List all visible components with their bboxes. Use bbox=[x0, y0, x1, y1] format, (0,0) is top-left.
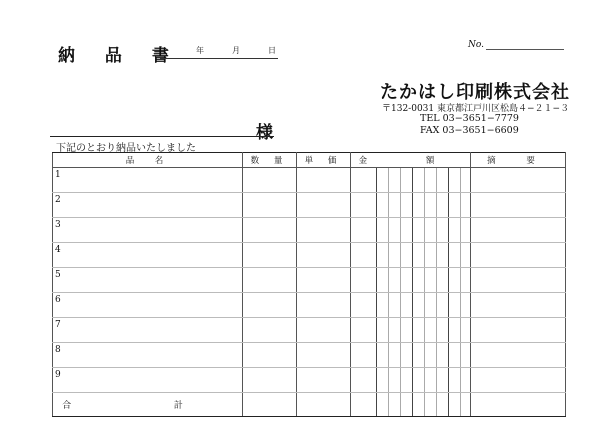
table-row bbox=[53, 218, 566, 243]
item-name-cell[interactable] bbox=[53, 293, 243, 318]
header-qty: 数 量 bbox=[243, 153, 297, 168]
row-number: 5 bbox=[55, 270, 61, 280]
year-label: 年 bbox=[196, 46, 204, 55]
total-amount-cell[interactable] bbox=[351, 393, 471, 417]
amount-cell[interactable] bbox=[351, 293, 471, 318]
table-row bbox=[53, 318, 566, 343]
header-amount: 金 額 bbox=[351, 153, 471, 168]
customer-line bbox=[50, 136, 274, 137]
item-name-cell[interactable] bbox=[53, 318, 243, 343]
table-row bbox=[53, 243, 566, 268]
total-row bbox=[53, 393, 566, 417]
qty-cell[interactable] bbox=[243, 168, 297, 193]
company-fax: FAX 03−3651−6609 bbox=[420, 125, 519, 136]
header-unit-price: 単 価 bbox=[297, 153, 351, 168]
unit-price-cell[interactable] bbox=[297, 168, 351, 193]
total-unit-cell[interactable] bbox=[297, 393, 351, 417]
row-number: 1 bbox=[55, 170, 61, 180]
items-table bbox=[52, 152, 565, 411]
item-name-cell[interactable] bbox=[53, 218, 243, 243]
amount-cell[interactable] bbox=[351, 218, 471, 243]
total-qty-cell[interactable] bbox=[243, 393, 297, 417]
header-note: 摘 要 bbox=[471, 153, 566, 168]
qty-cell[interactable] bbox=[243, 243, 297, 268]
number-line bbox=[486, 49, 564, 50]
note-cell[interactable] bbox=[471, 168, 566, 193]
note-cell[interactable] bbox=[471, 193, 566, 218]
amount-cell[interactable] bbox=[351, 168, 471, 193]
amount-cell[interactable] bbox=[351, 343, 471, 368]
number-label: No. bbox=[468, 40, 484, 50]
item-name-cell[interactable] bbox=[53, 168, 243, 193]
table-header-row bbox=[53, 153, 566, 168]
unit-price-cell[interactable] bbox=[297, 218, 351, 243]
row-number: 8 bbox=[55, 345, 61, 355]
unit-price-cell[interactable] bbox=[297, 343, 351, 368]
unit-price-cell[interactable] bbox=[297, 268, 351, 293]
row-number: 2 bbox=[55, 195, 61, 205]
row-number: 6 bbox=[55, 295, 61, 305]
qty-cell[interactable] bbox=[243, 343, 297, 368]
unit-price-cell[interactable] bbox=[297, 243, 351, 268]
document-title: 納 品 書 bbox=[58, 46, 181, 66]
month-label: 月 bbox=[232, 46, 240, 55]
delivery-message: 下記のとおり納品いたしました bbox=[56, 143, 196, 154]
date-line bbox=[160, 58, 278, 59]
qty-cell[interactable] bbox=[243, 293, 297, 318]
table-row bbox=[53, 343, 566, 368]
amount-cell[interactable] bbox=[351, 243, 471, 268]
company-tel: TEL 03−3651−7779 bbox=[420, 113, 519, 124]
unit-price-cell[interactable] bbox=[297, 193, 351, 218]
qty-cell[interactable] bbox=[243, 193, 297, 218]
item-name-cell[interactable] bbox=[53, 268, 243, 293]
item-name-cell[interactable] bbox=[53, 368, 243, 393]
table-row bbox=[53, 168, 566, 193]
row-number: 4 bbox=[55, 245, 61, 255]
table-row bbox=[53, 293, 566, 318]
amount-cell[interactable] bbox=[351, 193, 471, 218]
amount-cell[interactable] bbox=[351, 318, 471, 343]
row-number: 7 bbox=[55, 320, 61, 330]
amount-cell[interactable] bbox=[351, 368, 471, 393]
day-label: 日 bbox=[268, 46, 276, 55]
company-address: 〒132-0031 東京都江戸川区松島４−２１−３ bbox=[382, 104, 570, 114]
unit-price-cell[interactable] bbox=[297, 318, 351, 343]
total-note-cell[interactable] bbox=[471, 393, 566, 417]
qty-cell[interactable] bbox=[243, 268, 297, 293]
total-label: 合 計 bbox=[53, 393, 243, 417]
row-number: 9 bbox=[55, 370, 61, 380]
note-cell[interactable] bbox=[471, 318, 566, 343]
company-name: たかはし印刷株式会社 bbox=[380, 82, 570, 103]
note-cell[interactable] bbox=[471, 218, 566, 243]
note-cell[interactable] bbox=[471, 268, 566, 293]
note-cell[interactable] bbox=[471, 243, 566, 268]
item-name-cell[interactable] bbox=[53, 343, 243, 368]
unit-price-cell[interactable] bbox=[297, 368, 351, 393]
qty-cell[interactable] bbox=[243, 318, 297, 343]
table-row bbox=[53, 368, 566, 393]
table-row bbox=[53, 193, 566, 218]
header-item: 品 名 bbox=[53, 153, 243, 168]
customer-honorific: 様 bbox=[256, 123, 273, 143]
row-number: 3 bbox=[55, 220, 61, 230]
note-cell[interactable] bbox=[471, 293, 566, 318]
table-row bbox=[53, 268, 566, 293]
amount-cell[interactable] bbox=[351, 268, 471, 293]
note-cell[interactable] bbox=[471, 368, 566, 393]
note-cell[interactable] bbox=[471, 343, 566, 368]
item-name-cell[interactable] bbox=[53, 193, 243, 218]
qty-cell[interactable] bbox=[243, 368, 297, 393]
unit-price-cell[interactable] bbox=[297, 293, 351, 318]
item-name-cell[interactable] bbox=[53, 243, 243, 268]
items-grid bbox=[52, 152, 566, 417]
qty-cell[interactable] bbox=[243, 218, 297, 243]
